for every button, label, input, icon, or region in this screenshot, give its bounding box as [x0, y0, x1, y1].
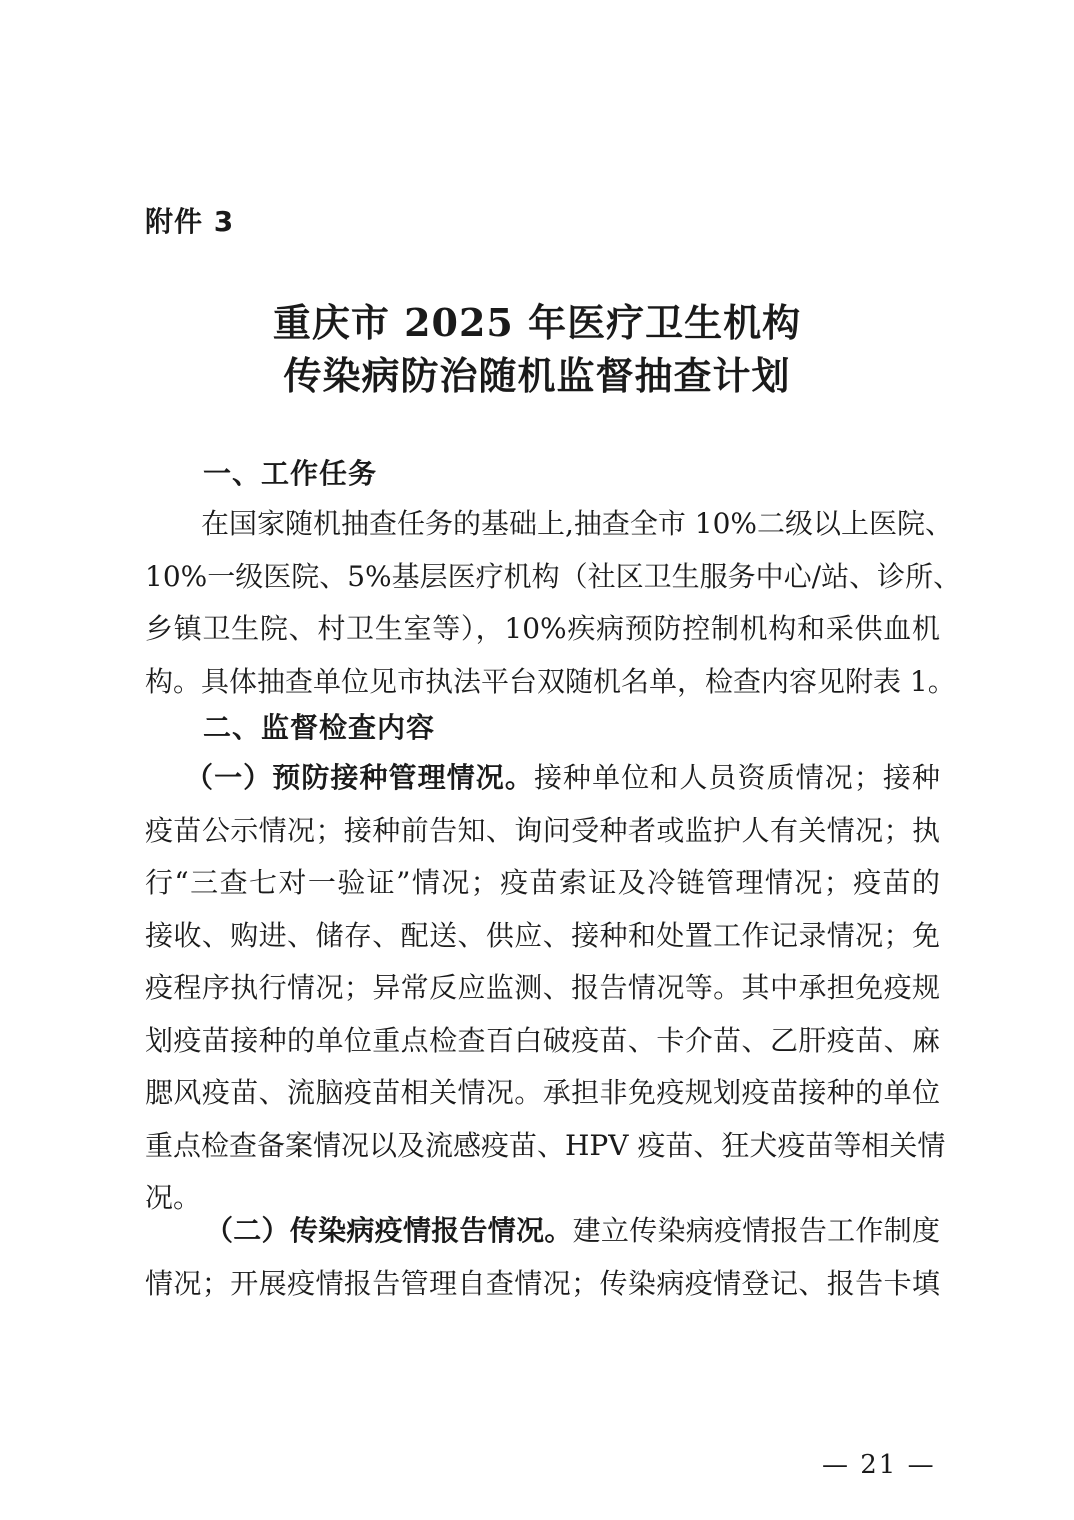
paragraph-line: 况。 — [145, 1181, 202, 1214]
paragraph-line — [145, 1205, 940, 1258]
paragraph-line: 行“三查七对一验证”情况；疫苗索证及冷链管理情况；疫苗的 — [145, 866, 940, 899]
paragraph-text: 建立传染病疫情报告工作制度 — [572, 1214, 940, 1247]
document-title-line-2: 传染病防治随机监督抽查计划 — [283, 353, 791, 398]
paragraph-line — [145, 752, 940, 805]
paragraph-line: 划疫苗接种的单位重点检查百白破疫苗、卡介苗、乙肝疫苗、麻 — [145, 1023, 940, 1057]
document-title-line-1: 重庆市 2025 年医疗卫生机构 — [272, 300, 802, 345]
paragraph-line: 乡镇卫生院、村卫生室等），10%疾病预防控制机构和采供血机 — [145, 612, 940, 645]
subsection-label-epidemic-report: （二）传染病疫情报告情况。 — [205, 1214, 573, 1247]
paragraph-text: 接种单位和人员资质情况；接种 — [533, 761, 940, 794]
paragraph-line: 疫苗公示情况；接种前告知、询问受种者或监护人有关情况；执 — [145, 813, 940, 847]
section-work-tasks-paragraph — [145, 498, 962, 708]
paragraph-line: 重点检查备案情况以及流感疫苗、HPV 疫苗、狂犬疫苗等相关情 — [145, 1128, 946, 1162]
paragraph-line: 情况；开展疫情报告管理自查情况；传染病疫情登记、报告卡填 — [145, 1266, 940, 1300]
paragraph-line: 疫程序执行情况；异常反应监测、报告情况等。其中承担免疫规 — [145, 971, 940, 1004]
section-heading-work-tasks: 一、工作任务 — [203, 457, 378, 490]
attachment-label: 附件 3 — [145, 205, 235, 238]
item-epidemic-report-paragraph — [145, 1205, 940, 1310]
section-heading-supervision-content: 二、监督检查内容 — [203, 711, 436, 744]
paragraph-line: 构。具体抽查单位见市执法平台双随机名单，检查内容见附表 1。 — [145, 664, 956, 698]
paragraph-line: 接收、购进、储存、配送、供应、接种和处置工作记录情况；免 — [145, 918, 940, 952]
paragraph-line: 在国家随机抽查任务的基础上,抽查全市 10%二级以上医院、 — [201, 507, 954, 540]
subsection-label-vaccination: （一）预防接种管理情况。 — [185, 761, 534, 794]
paragraph-line: 10%一级医院、5%基层医疗机构（社区卫生服务中心/站、诊所、 — [145, 559, 962, 593]
paragraph-line: 腮风疫苗、流脑疫苗相关情况。承担非免疫规划疫苗接种的单位 — [145, 1076, 940, 1109]
item-vaccination-management-paragraph — [145, 752, 946, 1225]
page-number: — 21 — — [822, 1450, 936, 1480]
